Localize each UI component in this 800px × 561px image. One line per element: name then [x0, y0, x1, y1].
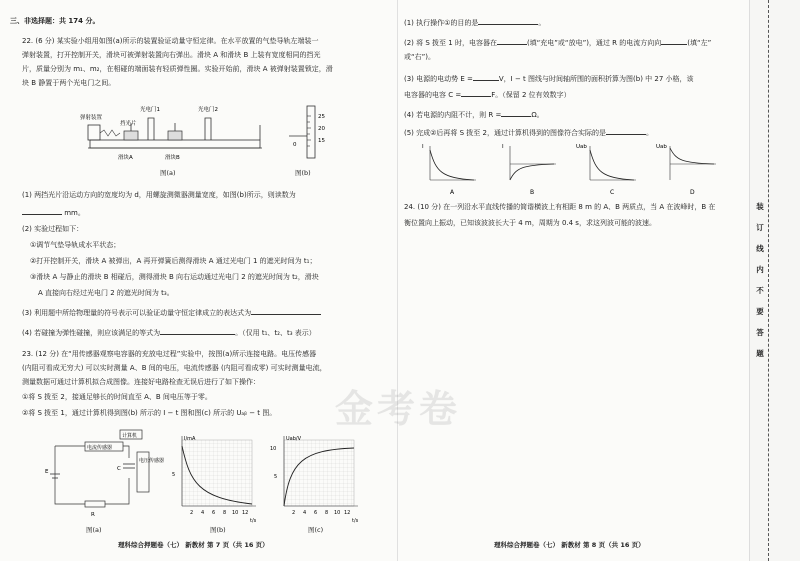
watermark: 金考卷 — [335, 386, 462, 431]
cut-line — [768, 0, 769, 561]
chart-c-xlabel: t/s — [352, 518, 359, 524]
chart-b-xtick: 6 — [212, 510, 216, 516]
q22-step1: ①调节气垫导轨成水平状态； — [30, 241, 121, 249]
option-b-graph — [502, 144, 556, 196]
svg-text:Uab: Uab — [656, 144, 667, 150]
chart-c — [268, 432, 368, 524]
chart-c-xtick: 2 — [292, 510, 296, 516]
gate1-label: 光电门1 — [140, 107, 160, 113]
chart-b-xtick: 12 — [242, 510, 249, 516]
q23-r2d: 或“右”)。 — [404, 53, 435, 61]
current-sensor-label: 电流传感器 — [87, 445, 113, 451]
option-a-graph — [422, 144, 476, 196]
circuit-caption: 图(a) — [86, 526, 102, 534]
chart-b — [170, 432, 260, 524]
chart-b-ytick: 5 — [172, 472, 176, 478]
q23-line: 测量数据可通过计算机拟合成图像。连接好电路检查无误后进行了如下操作： — [22, 378, 260, 386]
q22-line: 弹射装置，打开控制开关，滑块可被弹射装置向右弹出。滑块 A 和滑块 B 上装有宽度相同的挡光 — [22, 51, 321, 59]
right-footer: 理科综合押题卷（七） 新教材 第 8 页（共 16 页） — [494, 541, 645, 549]
resistor-label: R — [91, 512, 95, 518]
gate2 — [205, 118, 211, 140]
voltage-sensor-label: 电压传感器 — [139, 458, 165, 464]
chart-b-ylabel: I/mA — [184, 436, 196, 442]
chart-c-xtick: 10 — [334, 510, 341, 516]
micrometer-tick: 20 — [318, 126, 325, 132]
svg-text:I: I — [502, 144, 504, 150]
emf-label: E — [45, 469, 49, 475]
option-d-graph — [656, 144, 716, 196]
slider-a — [124, 131, 138, 140]
chart-c-xtick: 4 — [303, 510, 307, 516]
q22-part1: (1) 两挡光片沿运动方向的宽度均为 d，用螺旋测微器测量宽度，如图(b)所示，则读数为 — [22, 191, 296, 199]
fig-b-caption: 图(b) — [295, 169, 311, 177]
q24-line: 24. (10 分) 在一列沿水平直线传播的简谐横波上有相距 8 m 的 A、B 两质点，当 A 在波峰时，B 在 — [404, 203, 716, 211]
slider-b — [168, 131, 182, 140]
spring-label: 弹射装置 — [80, 115, 103, 121]
chart-b-xtick: 4 — [201, 510, 205, 516]
cap-label: C — [117, 466, 121, 472]
shade-label: 挡光片 — [120, 121, 137, 127]
chart-b-caption: 图(b) — [210, 526, 226, 534]
micrometer-tick: 15 — [318, 138, 325, 144]
q22-part3: (3) 利用题中所给物理量的符号表示可以验证动量守恒定律成立的表达式为 — [22, 306, 321, 318]
micrometer-tick: 25 — [318, 114, 325, 120]
fig-a-caption: 图(a) — [160, 169, 176, 177]
resistor — [85, 501, 105, 507]
q23-r1: (1) 执行操作①的目的是 。 — [404, 16, 545, 28]
chart-c-caption: 图(c) — [308, 526, 324, 534]
q23-r3c: 电容器的电容 C = F。（保留 2 位有效数字） — [404, 88, 571, 100]
option-b-label: B — [530, 189, 535, 196]
left-footer: 理科综合押题卷（七） 新教材 第 7 页（共 16 页） — [118, 541, 269, 549]
section-title: 三、非选择题：共 174 分。 — [10, 17, 100, 25]
q23-line: ①将 S 拨至 2，接通足够长的时间直至 A、B 间电压等于零。 — [22, 393, 212, 401]
chart-c-xtick: 12 — [344, 510, 351, 516]
chart-c-xtick: 8 — [325, 510, 329, 516]
svg-text:I: I — [422, 144, 424, 150]
chart-c-ytick: 10 — [270, 446, 277, 452]
q22-line: 片，质量分别为 m₁、m₂，在相碰的端面装有轻质弹性圈。实验开始前，滑块 A 被弹射装置锁定，滑 — [22, 65, 333, 73]
q23-line: (内阻可看成无穷大) 可以实时测量 A、B 间的电压，电流传感器 (内阻可看成零) 可实时测量电流， — [22, 364, 327, 372]
gate1 — [148, 118, 154, 140]
option-c-label: C — [610, 189, 615, 196]
micrometer-zero: 0 — [293, 142, 297, 148]
chart-c-ylabel: Uab/V — [286, 436, 302, 442]
q23-r5: (5) 完成②后再将 S 拨至 2，通过计算机得到的图像符合实际的是 。 — [404, 126, 653, 138]
micrometer-figure — [285, 102, 335, 162]
chart-b-xtick: 8 — [223, 510, 227, 516]
chart-c-ytick: 5 — [274, 474, 278, 480]
binding-strip — [749, 0, 800, 561]
slider-b-label: 滑块B — [165, 155, 180, 161]
svg-text:Uab: Uab — [576, 144, 587, 150]
gate2-label: 光电门2 — [198, 107, 218, 113]
option-a-label: A — [450, 189, 455, 196]
option-c-graph — [576, 144, 636, 196]
q22-step3b: A 直接向右经过光电门 2 的遮光时间为 t₃。 — [38, 289, 174, 297]
binding-warning: 装订线内不要答题 — [756, 202, 764, 358]
chart-c-xtick: 6 — [314, 510, 318, 516]
q23-r3: (3) 电源的电动势 E = V，I − t 图线与时间轴所围的面积折算为图(b) 中 27 小格，该 — [404, 72, 694, 84]
q22-line: 块 B 静置于两个光电门之间。 — [22, 79, 116, 87]
circuit-figure — [45, 428, 165, 518]
q22-part1-blank: mm。 — [22, 206, 85, 218]
q22-step2: ②打开控制开关，滑块 A 被弹出，A 再开弹簧后测得滑块 A 通过光电门 1 的遮光时间为 t₁； — [30, 257, 317, 265]
q22-step3: ③滑块 A 与静止的滑块 B 相碰后，测得滑块 B 向右运动通过光电门 2 的遮光时间为 t₂，滑块 — [30, 273, 319, 281]
q24-line: 衡位置向上振动，已知该波波长大于 4 m，周期为 0.4 s，求这列波可能的波速。 — [404, 219, 656, 227]
chart-b-xtick: 10 — [232, 510, 239, 516]
chart-b-xlabel: t/s — [250, 518, 257, 524]
computer-label: 计算机 — [122, 433, 138, 439]
slider-a-label: 滑块A — [118, 155, 133, 161]
chart-b-xtick: 2 — [190, 510, 194, 516]
left-column — [0, 0, 398, 561]
q23-r4: (4) 若电源的内阻不计，则 R = Ω。 — [404, 108, 544, 120]
right-column — [398, 0, 750, 561]
option-graphs — [418, 140, 738, 198]
q23-line: ②将 S 拨至 1，通过计算机得到图(b) 所示的 I − t 图和图(c) 所示的 Uₐᵦ − t 图。 — [22, 409, 277, 417]
q22-part4: (4) 若碰撞为弹性碰撞，则应该满足的等式为 。（仅用 t₁、t₂、t₃ 表示） — [22, 326, 316, 338]
q22-line: 22. (6 分) 某实验小组用如图(a)所示的装置验证动量守恒定律。在水平放置的气垫导轨左端装一 — [22, 37, 319, 45]
q22-part2: (2) 实验过程如下： — [22, 225, 84, 233]
q23-r2: (2) 将 S 拨至 1 时，电容器在 (填“充电”或“放电”)，通过 R 的电流方向向 (填“左” — [404, 36, 711, 48]
option-d-label: D — [690, 189, 695, 196]
q23-line: 23. (12 分) 在“用传感器观察电容器的充放电过程”实验中，按图(a)所示连接电路。电压传感器 — [22, 350, 317, 358]
air-track-figure — [80, 95, 280, 165]
